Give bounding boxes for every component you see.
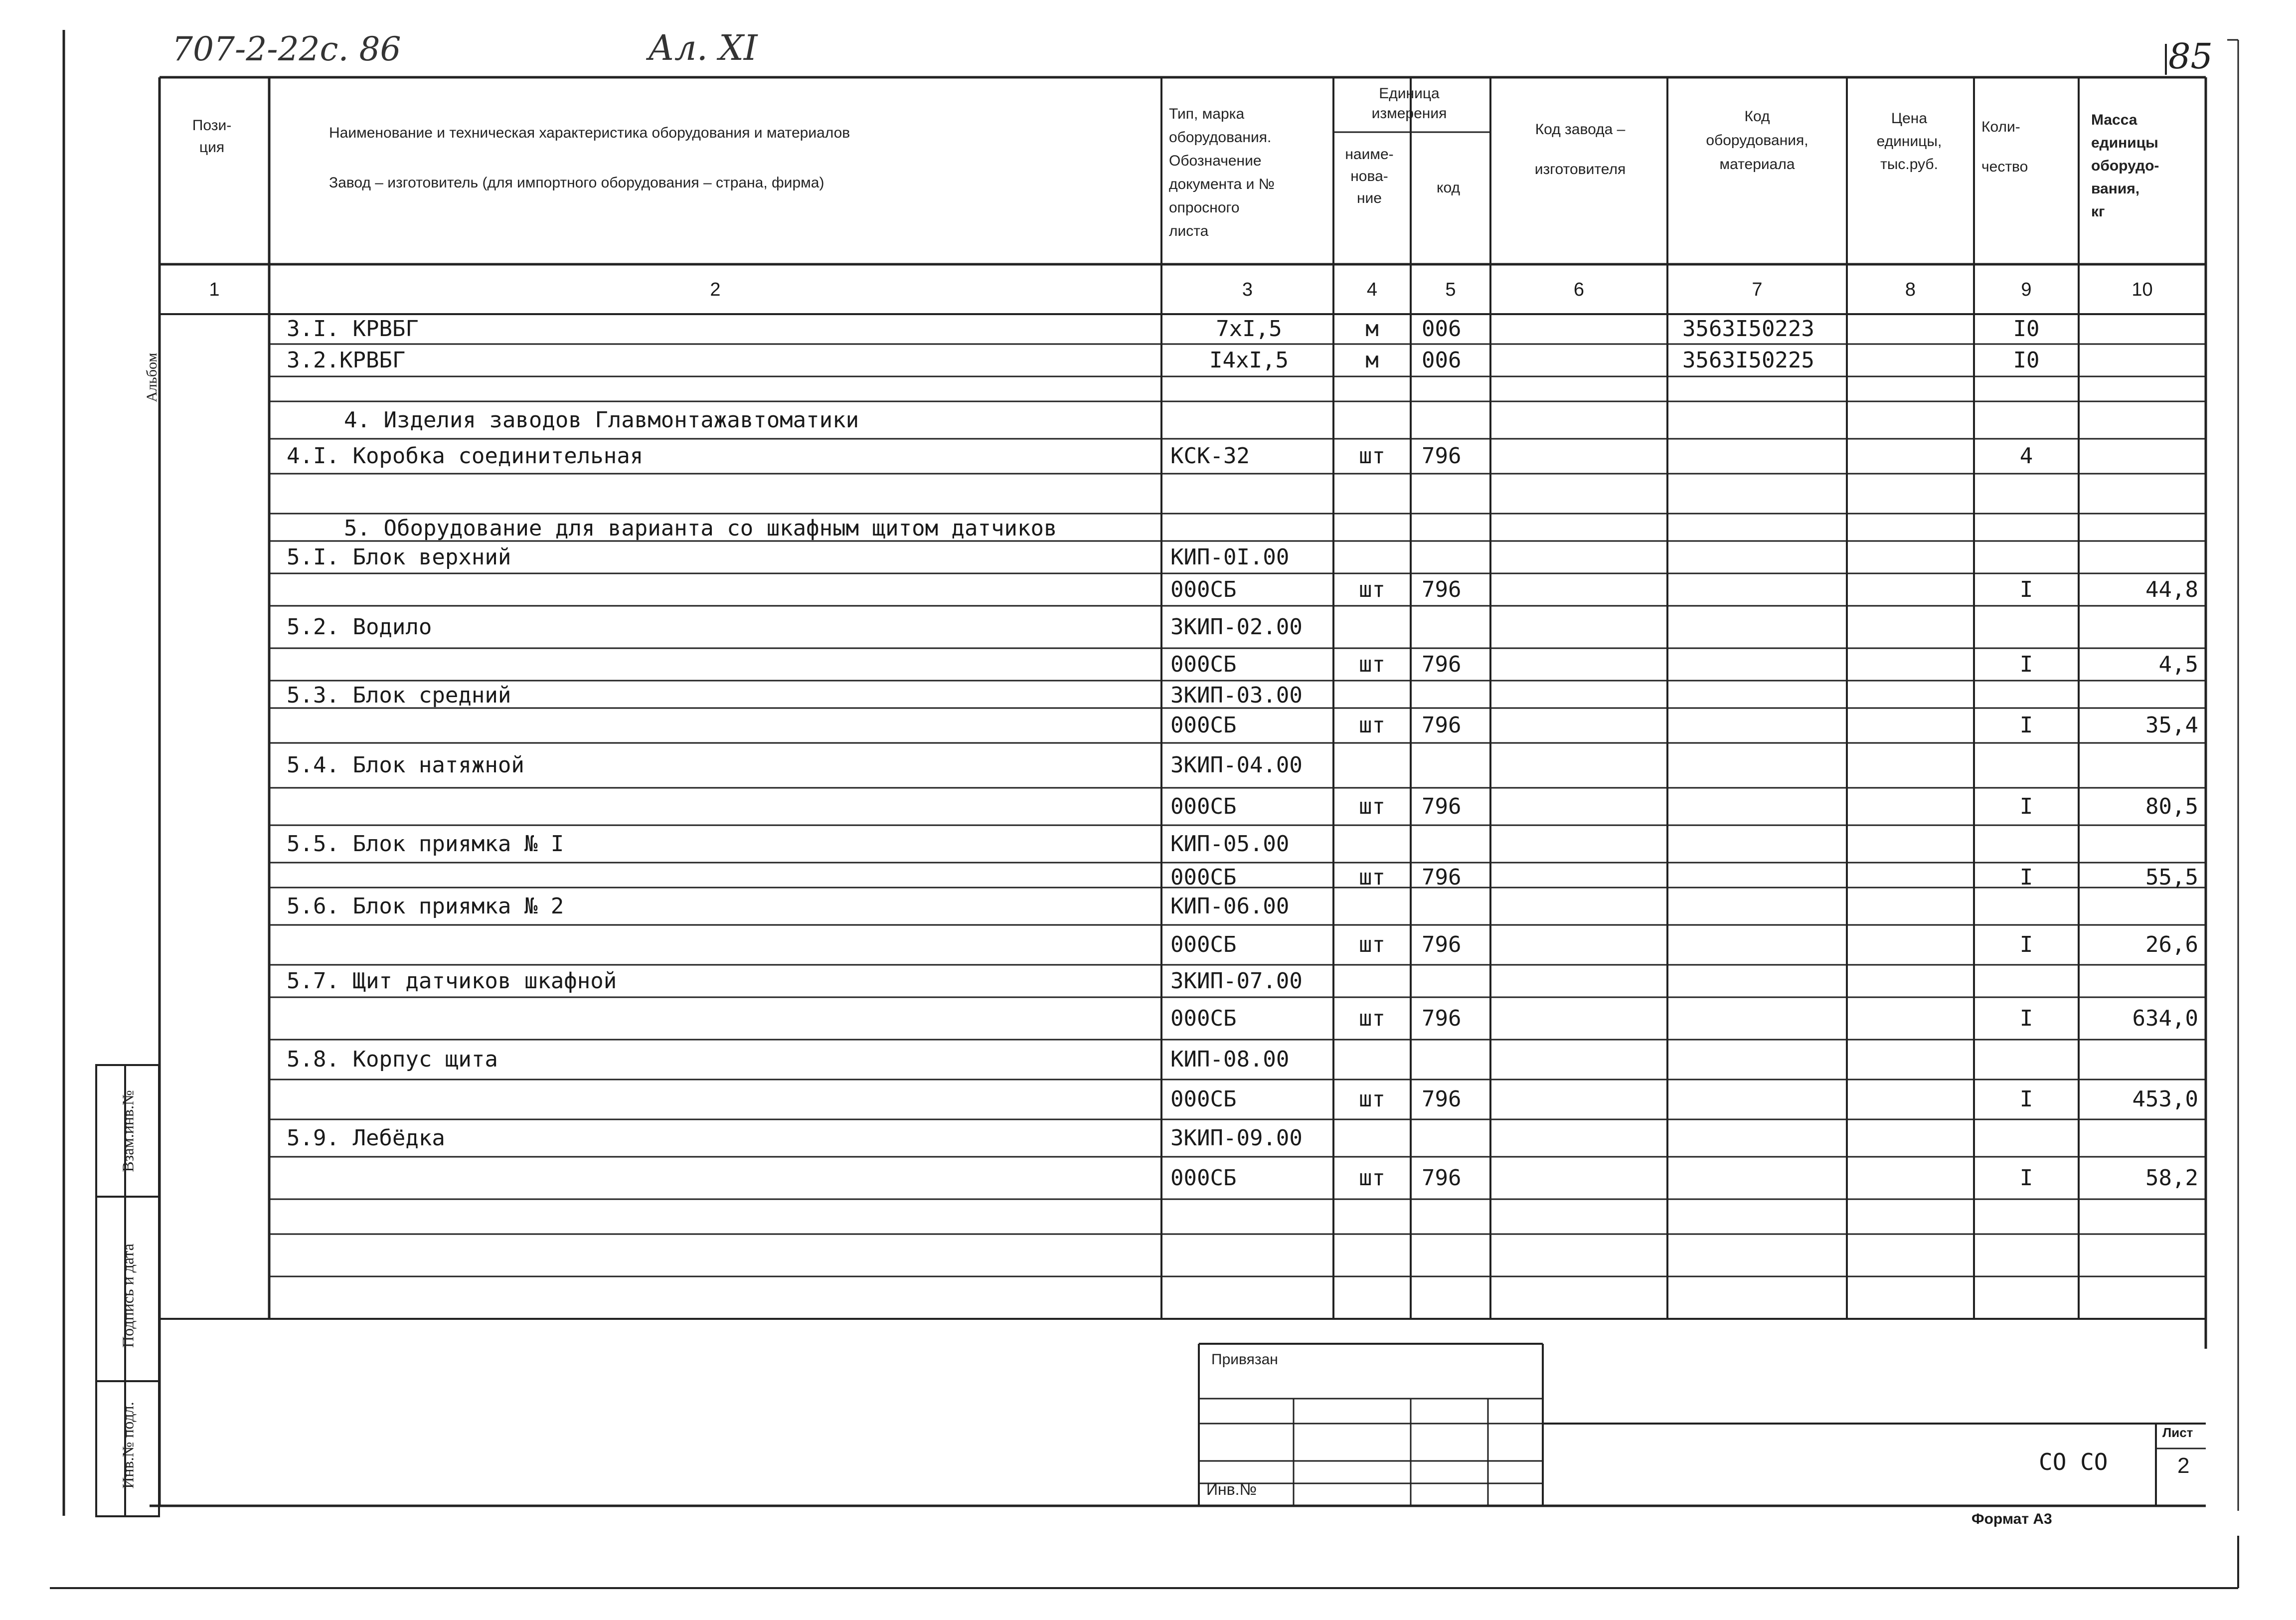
unit-name: шт: [1359, 713, 1385, 738]
quantity: I: [2019, 576, 2033, 602]
unit-code: 796: [1422, 793, 1462, 819]
item-name: 3.2.КРВБГ: [287, 347, 406, 373]
sheet-label: Лист: [2162, 1425, 2193, 1440]
unit-name: шт: [1359, 1086, 1385, 1112]
quantity: I: [2019, 713, 2033, 738]
equipment-code: 3563I50223: [1682, 316, 1814, 342]
type-designation: 000СБ: [1170, 1165, 1237, 1191]
stamp-original-inv: Инв.№ подл.: [119, 1402, 137, 1489]
type-designation: КИП-06.00: [1170, 893, 1290, 919]
quantity: I: [2019, 932, 2033, 957]
column-number: 9: [2021, 279, 2032, 300]
unit-mass: 35,4: [2145, 713, 2198, 738]
column-number: 1: [209, 279, 220, 300]
item-name: 5.7. Щит датчиков шкафной: [287, 968, 617, 994]
type-designation: 3КИП-04.00: [1170, 752, 1303, 778]
type-designation: КИП-0I.00: [1170, 544, 1290, 570]
unit-mass: 26,6: [2145, 932, 2198, 957]
album-label: Ал. XI: [648, 27, 758, 68]
type-designation: 000СБ: [1170, 1086, 1237, 1112]
column-number: 4: [1366, 279, 1378, 300]
item-name: 5.I. Блок верхний: [287, 544, 511, 570]
type-designation: 000СБ: [1170, 932, 1237, 957]
quantity: I: [2019, 865, 2033, 890]
unit-mass: 58,2: [2145, 1165, 2198, 1191]
type-designation: 000СБ: [1170, 651, 1237, 677]
header-position: Пози- ция: [192, 117, 232, 156]
item-name: 5.4. Блок натяжной: [287, 752, 524, 778]
unit-code: 796: [1422, 865, 1462, 890]
type-designation: 3КИП-03.00: [1170, 683, 1303, 708]
unit-name: м: [1365, 316, 1379, 342]
type-designation: КСК-32: [1170, 443, 1250, 469]
sheet-number: 2: [2177, 1453, 2190, 1478]
unit-code: 796: [1422, 443, 1462, 469]
equipment-code: 3563I50225: [1682, 347, 1814, 373]
header-unit-group: Единица измерения: [1371, 85, 1447, 122]
unit-code: 006: [1422, 316, 1462, 342]
unit-code: 796: [1422, 651, 1462, 677]
section-heading: 4. Изделия заводов Главмонтажавтоматики: [344, 407, 859, 433]
unit-code: 006: [1422, 347, 1462, 373]
header-unit-code: код: [1437, 180, 1460, 196]
header-maker-code: Код завода – изготовителя: [1534, 121, 1626, 178]
unit-name: шт: [1359, 793, 1385, 819]
header-type: Тип, марка оборудования. Обозначение документа и № опросного листа: [1169, 106, 1275, 239]
column-number: 5: [1445, 279, 1456, 300]
item-name: 5.2. Водило: [287, 614, 432, 640]
unit-code: 796: [1422, 1165, 1462, 1191]
item-name: 5.3. Блок средний: [287, 683, 511, 708]
unit-name: шт: [1359, 932, 1385, 957]
unit-code: 796: [1422, 1086, 1462, 1112]
document-code: 707-2-22с. 86: [172, 30, 401, 68]
header-name-line2: Завод – изготовитель (для импортного оборудования – страна, фирма): [329, 175, 824, 191]
unit-name: шт: [1359, 1005, 1385, 1031]
column-number: 10: [2132, 279, 2153, 300]
type-designation: 000СБ: [1170, 865, 1237, 890]
item-name: 4.I. Коробка соединительная: [287, 443, 644, 469]
unit-mass: 55,5: [2145, 865, 2198, 890]
unit-mass: 634,0: [2132, 1005, 2198, 1031]
item-name: 3.I. КРВБГ: [287, 316, 419, 342]
document-mark: СО СО: [2039, 1448, 2108, 1475]
unit-name: шт: [1359, 1165, 1385, 1191]
section-heading: 5. Оборудование для варианта со шкафным щитом датчиков: [344, 516, 1057, 541]
header-name-line1: Наименование и техническая характеристика оборудования и материалов: [329, 125, 850, 141]
column-number: 3: [1242, 279, 1253, 300]
unit-name: шт: [1359, 576, 1385, 602]
unit-name: м: [1365, 347, 1379, 373]
quantity: I: [2019, 651, 2033, 677]
column-number: 6: [1573, 279, 1585, 300]
type-designation: 000СБ: [1170, 793, 1237, 819]
type-designation: 7хI,5: [1216, 316, 1282, 342]
type-designation: 000СБ: [1170, 1005, 1237, 1031]
quantity: I: [2019, 1005, 2033, 1031]
stamp-signature-date: Подпись и дата: [119, 1244, 137, 1348]
item-name: 5.9. Лебёдка: [287, 1125, 445, 1151]
quantity: 4: [2019, 443, 2033, 469]
quantity: I: [2019, 1165, 2033, 1191]
unit-code: 796: [1422, 576, 1462, 602]
unit-code: 796: [1422, 1005, 1462, 1031]
attached-label: Привязан: [1211, 1351, 1278, 1368]
header-qty: Коли- чество: [1981, 119, 2028, 175]
format-label: Формат А3: [1971, 1511, 2052, 1527]
quantity: I: [2019, 1086, 2033, 1112]
type-designation: 3КИП-07.00: [1170, 968, 1303, 994]
unit-code: 796: [1422, 713, 1462, 738]
header-price: Цена единицы, тыс.руб.: [1876, 110, 1942, 173]
item-name: 5.6. Блок приямка № 2: [287, 893, 564, 919]
inv-label: Инв.№: [1206, 1480, 1257, 1498]
unit-name: шт: [1359, 443, 1385, 469]
unit-mass: 80,5: [2145, 793, 2198, 819]
type-designation: 000СБ: [1170, 713, 1237, 738]
unit-mass: 44,8: [2145, 576, 2198, 602]
header-mass: Масса единицы оборудо- вания, кг: [2091, 112, 2159, 220]
unit-name: шт: [1359, 865, 1385, 890]
type-designation: I4хI,5: [1209, 347, 1289, 373]
unit-mass: 453,0: [2132, 1086, 2198, 1112]
item-name: 5.5. Блок приямка № I: [287, 831, 564, 857]
column-number: 8: [1905, 279, 1916, 300]
unit-mass: 4,5: [2158, 651, 2198, 677]
unit-code: 796: [1422, 932, 1462, 957]
quantity: I0: [2013, 316, 2040, 342]
unit-name: шт: [1359, 651, 1385, 677]
header-equip-code: Код оборудования, материала: [1706, 108, 1808, 173]
quantity: I0: [2013, 347, 2040, 373]
quantity: I: [2019, 793, 2033, 819]
type-designation: 3КИП-02.00: [1170, 614, 1303, 640]
column-number: 2: [710, 279, 721, 300]
album-side-label: Альбом: [144, 353, 160, 402]
type-designation: КИП-05.00: [1170, 831, 1290, 857]
page-number: 85: [2168, 36, 2213, 77]
type-designation: 000СБ: [1170, 576, 1237, 602]
column-number: 7: [1752, 279, 1763, 300]
type-designation: КИП-08.00: [1170, 1047, 1290, 1072]
type-designation: 3КИП-09.00: [1170, 1125, 1303, 1151]
header-unit-name: наиме- нова- ние: [1345, 146, 1394, 206]
item-name: 5.8. Корпус щита: [287, 1047, 498, 1072]
stamp-swap-inv: Взам.инв.№: [119, 1090, 137, 1172]
